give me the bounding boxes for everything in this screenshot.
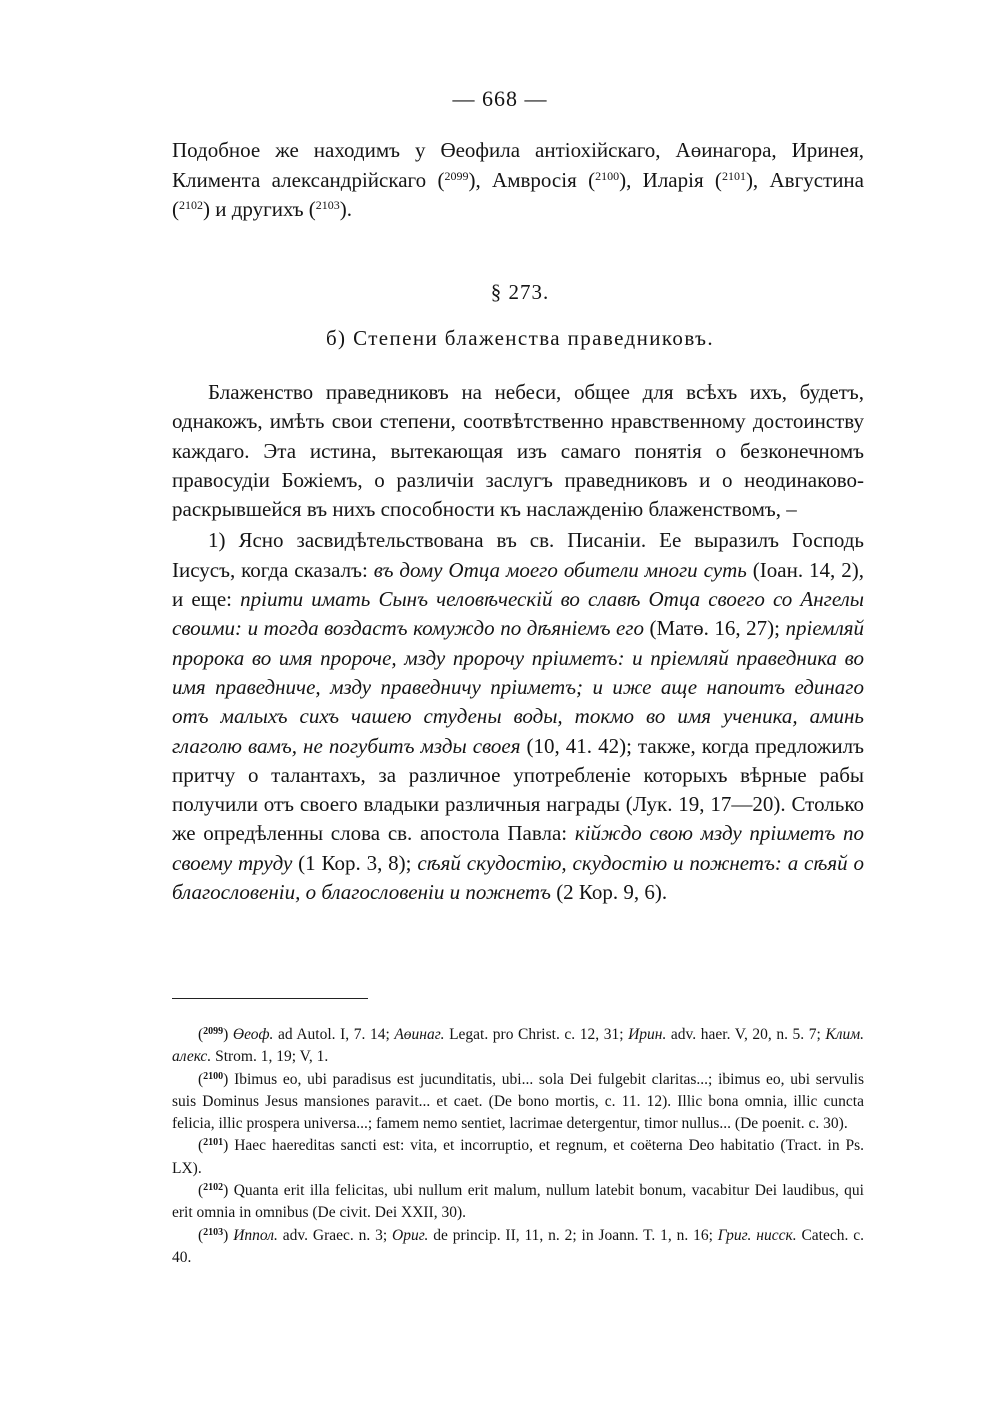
footnote-ref[interactable]: 2099 [444,168,469,183]
paragraph: 1) Ясно засвидѣтельствована въ св. Писаніи. Ее выразилъ Господь Іисусъ, когда сказалъ: въ дому Отца моего обители многи суть (Іоан. 14, 2), и еще: пріити имать Сынъ человѣческій во славѣ Отца своего со Ангелы своими: и тогда воздастъ комуждо по дѣяніемъ его (Матө. 16, 27); пріемляй пророка во имя пророче, мзду пророчу пріиметъ: и пріемляй праведника во имя праведниче, мзду праведничу пріиметъ; и иже аще напоитъ единаго отъ малыхъ сихъ чашею студены воды, токмо во имя ученика, аминь глаголю вамъ, не погубитъ мзды своея (10, 41. 42); также, когда предложилъ притчу о талантахъ, за различное употребленіе которыхъ вѣрные рабы получили отъ своего владыки различныя награды (Лук. 19, 17—20). Столько же опредѣленны слова св. апостола Павла: кійждо свою мзду пріиметъ по своему труду (1 Кор. 3, 8); сѣяй скудостію, скудостію и пожнетъ: а сѣяй о благословеніи, о благословеніи и пожнетъ (2 Кор. 9, 6). [172,528,865,905]
paragraph: Блаженство праведниковъ на небеси, общее для всѣхъ ихъ, будетъ, однакожъ, имѣть свои степени, соотвѣтственно нравственному достоинству каждаго. Эта истина, вытекающая изъ самаго понятія о безконечномъ правосудіи Божіемъ, о различіи заслугъ праведниковъ и о неодинаково-раскрывшейся въ нихъ способности къ наслажденію блаженствомъ, – [172,380,864,522]
scripture-quote: кійждо свою мзду пріиметъ по своему труду [172,821,864,875]
scripture-quote: въ дому Отца моего обители многи суть [373,557,747,582]
page-number: — 668 — [452,86,548,111]
footnote-ref[interactable]: 2101 [721,168,746,183]
footnote: ($^{2100}$) Ibimus eo, ubi paradisus est jucunditatis, ubi... sola Dei fulgebit claritas...; ibimus eo, ubi servulis suis Dominus Jesus mansiones paravit... et caet. (De bono mortis, c. 11. 12). Illic bona omnia, illic cuncta felicia, illic prospera universa...; famem nemo sentiet, lacrimae detergentur, timor nullus... (De poenit. c. 30). [172,1070,864,1133]
footnote: ($^{2099}$) Өеоф. ad Autol. I, 7. 14; Аөинаг. Legat. pro Christ. c. 12, 31; Ирин. adv. haer. V, 20, n. 5. 7; Клим. алекс. Strom. 1, 19; V, 1. [172,1026,864,1066]
scripture-quote: пріити имать Сынъ человѣческій во славѣ Отца своего со Ангелы своими: и тогда воздастъ комуждо по дѣяніемъ его [172,587,865,641]
footnote-ref[interactable]: 2100 [595,168,620,183]
footnote: ($^{2101}$) Haec haereditas sancti est: vita, et incorruptio, et regnum, et coëterna Deo habitatio (Tract. in Ps. LX). [172,1137,864,1177]
footnotes [172,1024,864,1269]
footnote: ($^{2103}$) Иппол. adv. Graec. n. 3; Ориг. de princip. II, 11, n. 2; in Joann. T. 1, n. 16; Григ. нисск. Catech. c. 40. [172,1226,864,1266]
intro-paragraph: Подобное же находимъ у Өеофила антіохійскаго, Аөинагора, Иринея, Климента александрійскаго ($^{2099}$), Амвросія ($^{2100}$), Иларія ($^{2101}$), Августина ($^{2102}$) и другихъ ($^{2103}$). [172,138,864,221]
scripture-quote: пріемляй пророка во имя пророче, мзду пророчу пріиметъ: и пріемляй праведника во имя праведниче, мзду праведничу пріиметъ; и иже аще напоитъ единаго отъ малыхъ сихъ чашею студены воды, токмо во имя ученика, аминь глаголю вамъ, не погубитъ мзды своея [172,616,864,758]
footnote-ref[interactable]: 2102 [179,198,203,212]
section-number: § 273. [490,280,550,304]
footnote-ref[interactable]: 2103 [315,198,340,212]
footnote: ($^{2102}$) Quanta erit illa felicitas, ubi nullum erit malum, nullum latebit bonum, vacabitur Dei laudibus, qui erit omnia in omnibus (De civit. Dei XXII, 30). [172,1182,864,1222]
main-text [172,378,864,907]
footnote-divider [172,998,368,999]
scripture-quote: сѣяй скудостію, скудостію и пожнетъ: а сѣяй о благословеніи, о благословеніи и пожнетъ [172,850,864,905]
section-title: б) Степени блаженства праведниковъ. [325,326,715,350]
